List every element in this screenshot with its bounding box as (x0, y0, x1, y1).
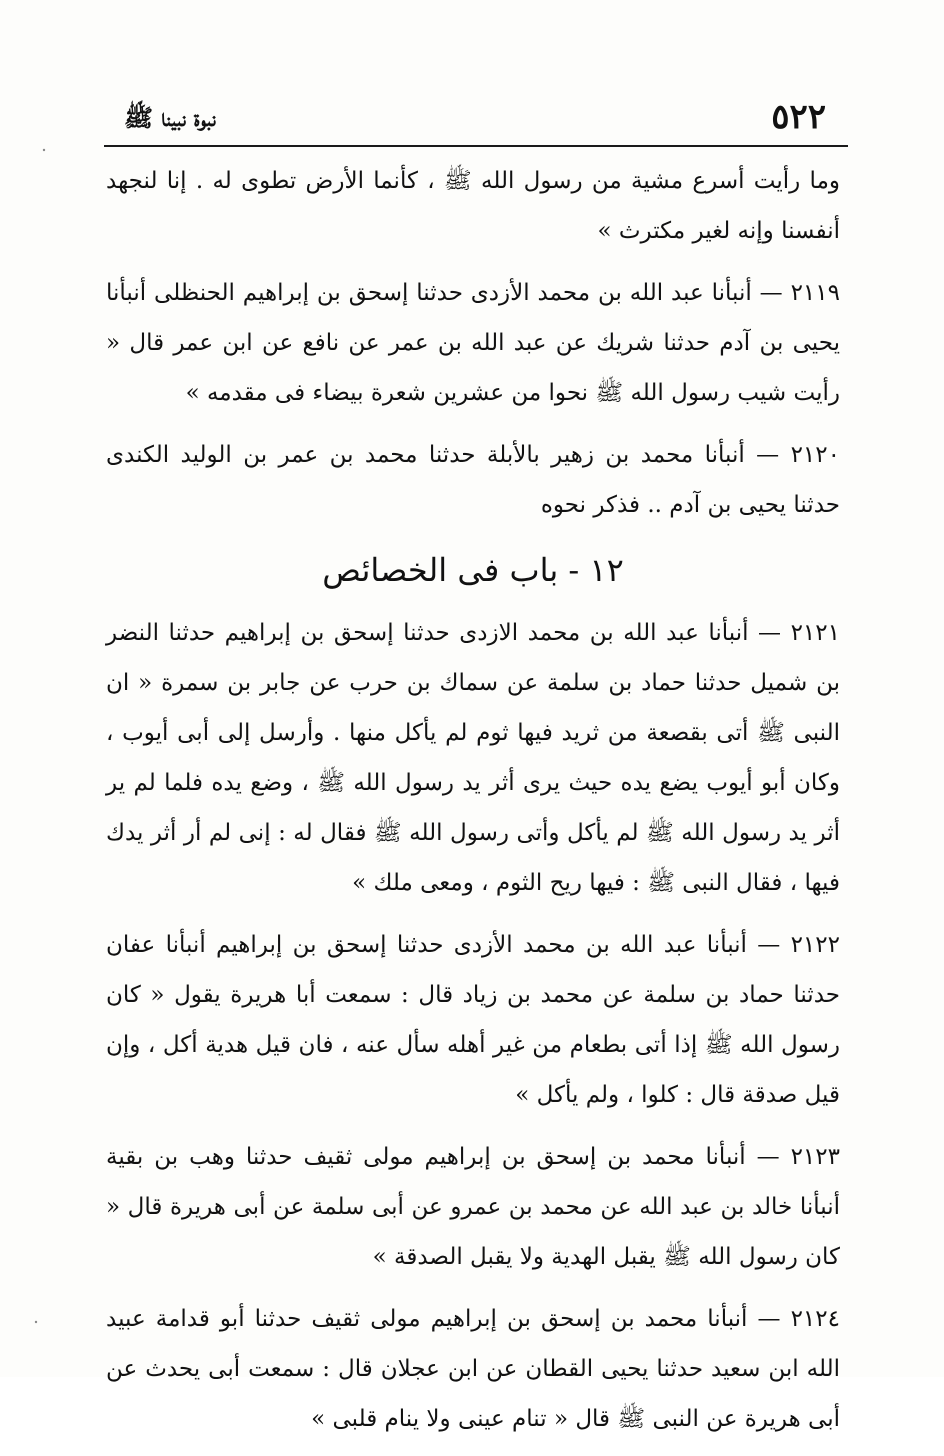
running-title: نبوة نبينا ﷺ (124, 103, 216, 132)
hadith-2120: ٢١٢٠ — أنبأنا محمد بن زهير بالأبلة حدثنا محمد بن عمر بن الوليد الكندى حدثنا يحيى بن آدم .. فذكر نحوه (106, 442, 840, 518)
speck (35, 1321, 37, 1323)
speck (43, 149, 45, 151)
paragraph-continuation: وما رأيت أسرع مشية من رسول الله ﷺ ، كأنما الأرض تطوى له . إنا لنجهد أنفسنا وإنه لغير مكترث » (106, 168, 840, 244)
hadith-2124: ٢١٢٤ — أنبأنا محمد بن إسحق بن إبراهيم مولى ثقيف حدثنا أبو قدامة عبيد الله ابن سعيد حدثنا يحيى القطان عن ابن عجلان قال : سمعت أبى يحدث عن أبى هريرة عن النبى ﷺ قال « تنام عينى ولا ينام قلبى » (106, 1306, 840, 1432)
hadith-2121: ٢١٢١ — أنبأنا عبد الله بن محمد الازدى حدثنا إسحق بن إبراهيم حدثنا النضر بن شميل حدثنا حماد بن سلمة عن سماك بن حرب عن جابر بن سمرة « ان النبى ﷺ أتى بقصعة من ثريد فيها ثوم لم يأكل منها . وأرسل إلى أبى أيوب ، وكان أبو أيوب يضع يده حيث يرى أثر يد رسول الله ﷺ ، وضع يده فلما لم ير أثر يد رسول الله ﷺ لم يأكل وأتى رسول الله ﷺ فقال له : إنى لم أر أثر يدك فيها ، فقال النبى ﷺ : فيها ريح الثوم ، ومعى ملك » (106, 620, 840, 896)
page-number: ٥٢٢ (771, 97, 826, 137)
hadith-2123: ٢١٢٣ — أنبأنا محمد بن إسحق بن إبراهيم مولى ثقيف حدثنا وهب بن بقية أنبأنا خالد بن عبد الله عن محمد بن عمرو عن أبى سلمة عن أبى هريرة قال « كان رسول الله ﷺ يقبل الهدية ولا يقبل الصدقة » (106, 1144, 840, 1270)
chapter-heading: ١٢ - باب فى الخصائص (322, 551, 624, 589)
hadith-2119: ٢١١٩ — أنبأنا عبد الله بن محمد الأزدى حدثنا إسحق بن إبراهيم الحنظلى أنبأنا يحيى بن آدم حدثنا شريك عن عبد الله بن عمر عن نافع عن ابن عمر قال « رأيت شيب رسول الله ﷺ نحوا من عشرين شعرة بيضاء فى مقدمه » (106, 280, 840, 406)
hadith-2122: ٢١٢٢ — أنبأنا عبد الله بن محمد الأزدى حدثنا إسحق بن إبراهيم أنبأنا عفان حدثنا حماد بن سلمة عن محمد بن زياد قال : سمعت أبا هريرة يقول « كان رسول الله ﷺ إذا أتى بطعام من غير أهله سأل عنه ، فان قيل هدية أكل ، وإن قيل صدقة قال : كلوا ، ولم يأكل » (106, 932, 840, 1108)
